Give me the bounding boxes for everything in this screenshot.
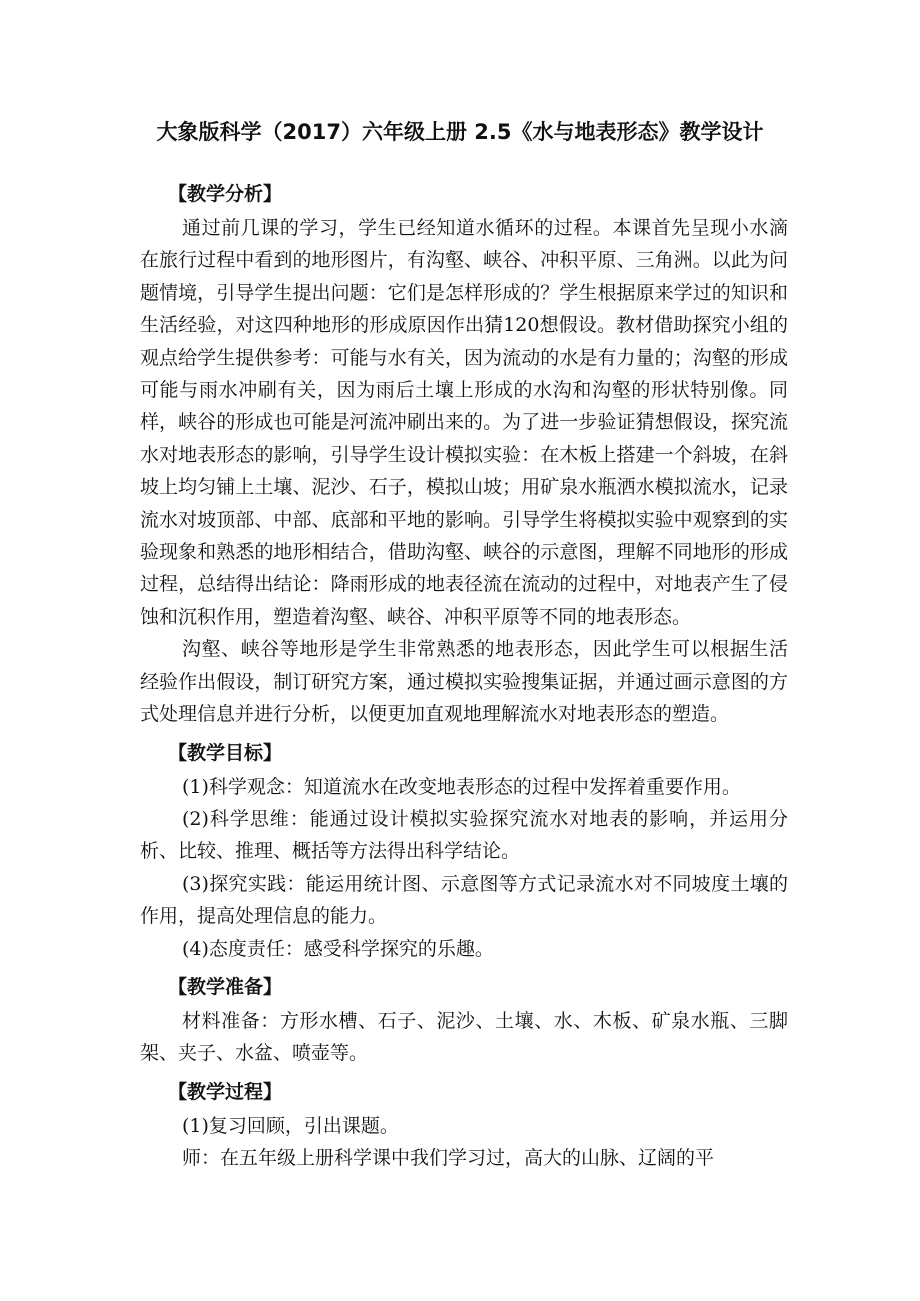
section-teaching-analysis (140, 178, 788, 731)
paragraph: (1)科学观念：知道流水在改变地表形态的过程中发挥着重要作用。 (182, 775, 741, 798)
section-heading: 【教学目标】 (168, 741, 283, 764)
paragraph: 师：在五年级上册科学课中我们学习过，高大的山脉、辽阔的平 (182, 1147, 715, 1170)
paragraph: 材料准备：方形水槽、石子、泥沙、土壤、水、木板、矿泉水瓶、三脚架、夹子、水盆、喷壶等。 (140, 1009, 788, 1065)
paragraph: (4)态度责任：感受科学探究的乐趣。 (182, 937, 494, 960)
section-heading: 【教学分析】 (168, 183, 283, 205)
section-heading: 【教学过程】 (168, 1080, 283, 1103)
section-teaching-process (140, 1076, 788, 1175)
paragraph: 通过前几课的学习，学生已经知道水循环的过程。本课首先呈现小水滴在旅行过程中看到的地形图片，有沟壑、峡谷、冲积平原、三角洲。以此为问题情境，引导学生提出问题：它们是怎样形成的？学生根据原来学过的知识和生活经验，对这四种地形的形成原因作出猜120想假设。教材借助探究小组的观点给学生提供参考：可能与水有关，因为流动的水是有力量的；沟壑的形成可能与雨水冲刷有关，因为雨后土壤上形成的水沟和沟壑的形状特别像。同样，峡谷的形成也可能是河流冲刷出来的。为了进一步验证猜想假设，探究流水对地表形态的影响，引导学生设计模拟实验：在木板上搭建一个斜坡，在斜坡上均匀铺上土壤、泥沙、石子，模拟山坡；用矿泉水瓶洒水模拟流水，记录流水对坡顶部、中部、底部和平地的影响。引导学生将模拟实验中观察到的实验现象和熟悉的地形相结合，借助沟壑、峡谷的示意图，理解不同地形的形成过程，总结得出结论：降雨形成的地表径流在流动的过程中，对地表产生了侵蚀和沉积作用，塑造着沟壑、峡谷、冲积平原等不同的地表形态。 (140, 217, 788, 628)
section-teaching-preparation (140, 971, 788, 1070)
paragraph: 沟壑、峡谷等地形是学生非常熟悉的地表形态，因此学生可以根据生活经验作出假设，制订研究方案，通过模拟实验搜集证据，并通过画示意图的方式处理信息并进行分析，以便更加直观地理解流水对地表形态的塑造。 (140, 638, 788, 726)
section-teaching-objectives (140, 737, 788, 965)
document-body (140, 178, 788, 1175)
section-heading: 【教学准备】 (168, 975, 283, 998)
document-title: 大象版科学（2017）六年级上册 2.5《水与地表形态》教学设计 (156, 120, 764, 144)
paragraph: (2)科学思维：能通过设计模拟实验探究流水对地表的影响，并运用分析、比较、推理、概括等方法得出科学结论。 (140, 807, 788, 863)
paragraph: (3)探究实践：能运用统计图、示意图等方式记录流水对不同坡度土壤的作用，提高处理信息的能力。 (140, 872, 788, 928)
paragraph: (1)复习回顾，引出课题。 (182, 1114, 399, 1137)
